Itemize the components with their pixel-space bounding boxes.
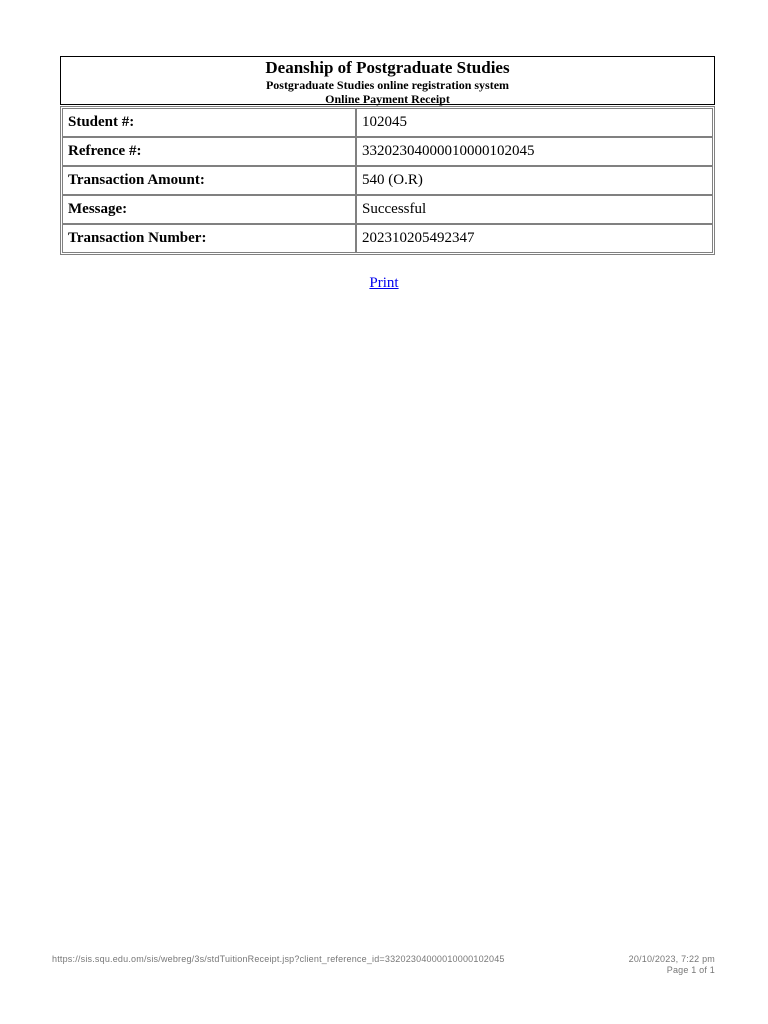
message-value: Successful (356, 195, 713, 224)
transaction-amount-value: 540 (O.R) (356, 166, 713, 195)
footer-meta (629, 954, 715, 976)
footer-page-info: Page 1 of 1 (666, 965, 715, 975)
transaction-number-label: Transaction Number: (62, 224, 356, 253)
print-link[interactable]: Print (369, 275, 399, 291)
message-label: Message: (62, 195, 356, 224)
table-row-reference (62, 137, 713, 166)
reference-number-value: 33202304000010000102045 (356, 137, 713, 166)
receipt-name: Online Payment Receipt (325, 92, 450, 106)
footer-datetime: 20/10/2023, 7:22 pm (628, 954, 715, 964)
transaction-number-value: 202310205492347 (356, 224, 713, 253)
footer-url: https://sis.squ.edu.om/sis/webreg/3s/stdTuitionReceipt.jsp?client_reference_id=33202304000010000102045 (52, 954, 505, 964)
table-row-amount (62, 166, 713, 195)
student-number-label: Student #: (62, 108, 356, 137)
page-title: Deanship of Postgraduate Studies (265, 58, 510, 77)
reference-number-label: Refrence #: (62, 137, 356, 166)
transaction-amount-label: Transaction Amount: (62, 166, 356, 195)
receipt-header (60, 56, 715, 105)
table-row-message (62, 195, 713, 224)
table-row-student (62, 108, 713, 137)
receipt-details-table (60, 106, 715, 255)
print-link-container (0, 275, 768, 292)
student-number-value: 102045 (356, 108, 713, 137)
system-subtitle: Postgraduate Studies online registration system (265, 78, 510, 92)
table-row-transaction-number (62, 224, 713, 253)
